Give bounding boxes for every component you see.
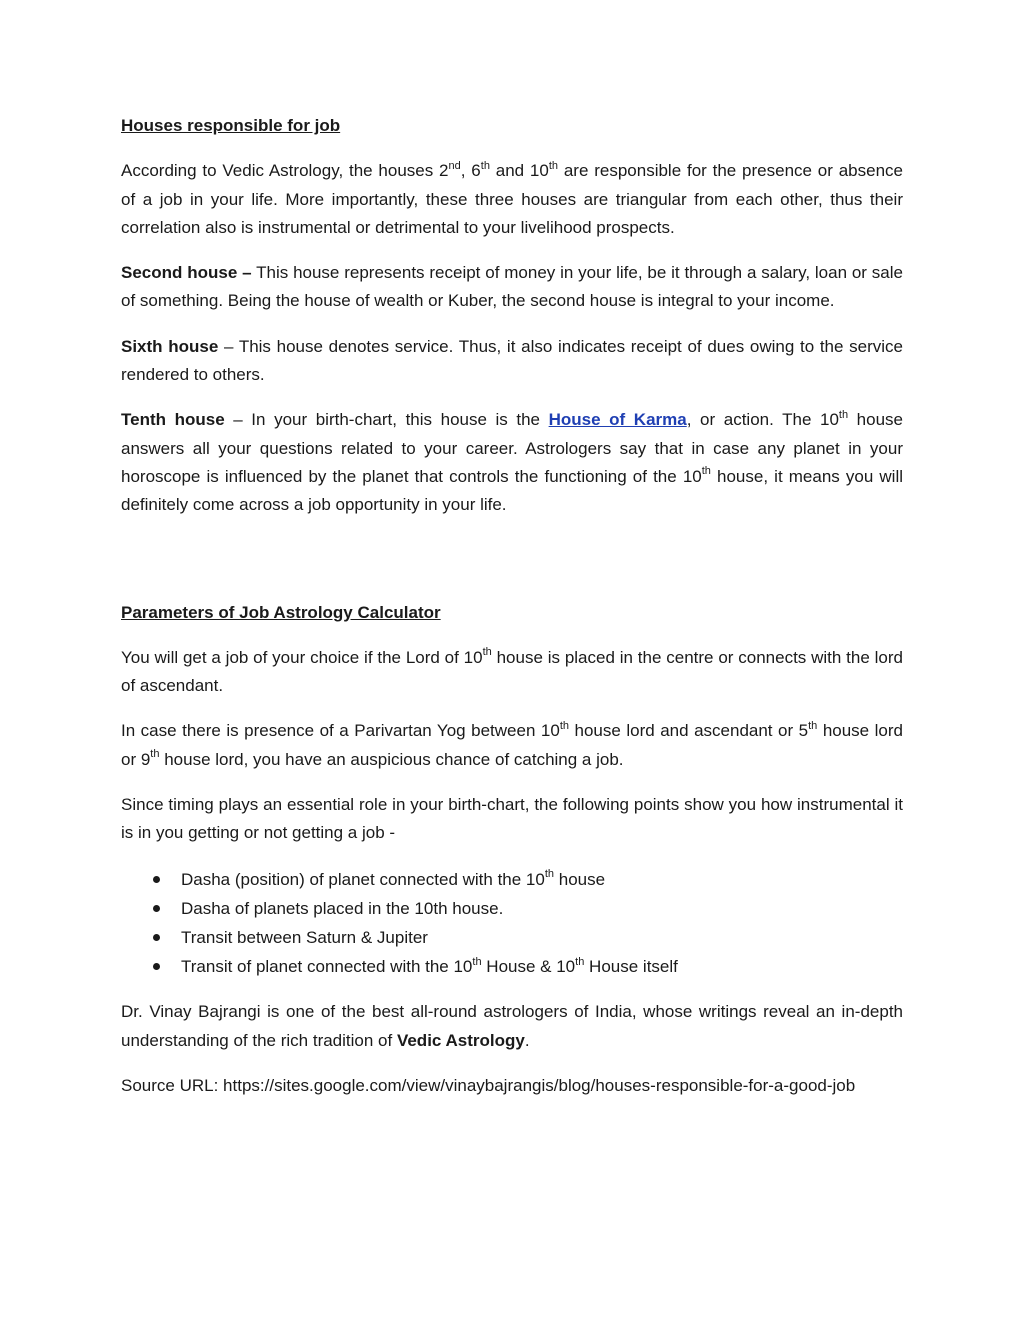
list-item <box>121 923 903 952</box>
closing-paragraph <box>121 998 903 1055</box>
superscript: nd <box>448 159 461 172</box>
bullet-1-text-1: Dasha (position) of planet connected with the 10 <box>181 869 545 889</box>
param1-text-2: house is placed in the centre or connects with the lord of ascendant. <box>121 647 903 696</box>
tenth-house-label: Tenth house <box>121 410 225 430</box>
document-body <box>121 112 903 1117</box>
bullet-2-text: Dasha of planets placed in the 10th house. <box>181 898 504 918</box>
house-of-karma-link[interactable]: House of Karma <box>548 410 687 430</box>
parameters-paragraph-1 <box>121 644 903 701</box>
param2-text-2: house lord and ascendant or 5 <box>569 721 809 741</box>
bullet-icon <box>153 934 160 941</box>
bullet-4-text-2: House & 10 <box>481 957 576 977</box>
list-item <box>121 952 903 981</box>
superscript: th <box>548 159 559 172</box>
closing-text-1: Dr. Vinay Bajrangi is one of the best all-round astrologers of India, whose writings reveal an in-depth understanding of the rich tradition of <box>121 1002 903 1050</box>
intro-text-3: and 10 <box>489 161 549 181</box>
source-url: Source URL: https://sites.google.com/view/vinaybajrangis/blog/houses-responsible-for-a-good-job <box>121 1076 856 1096</box>
sixth-house-text: – This house denotes service. Thus, it also indicates receipt of dues owing to the service rendered to others. <box>121 336 903 385</box>
bullet-1-text-2: house <box>554 869 606 889</box>
superscript: th <box>559 719 570 732</box>
superscript: th <box>701 465 711 478</box>
param2-text-3: house lord or 9 <box>121 721 903 769</box>
closing-text-2: . <box>524 1030 530 1050</box>
intro-text-1: According to Vedic Astrology, the houses 2 <box>121 161 449 181</box>
intro-paragraph <box>121 157 903 242</box>
superscript: th <box>575 955 585 968</box>
bullet-3-text: Transit between Saturn & Jupiter <box>181 928 428 948</box>
tenth-house-text-4: house, it means you will definitely come across a job opportunity in your life. <box>121 466 904 515</box>
sixth-house-label: Sixth house <box>121 336 219 356</box>
bullet-4-text-3: House itself <box>584 957 678 977</box>
intro-text-2: , 6 <box>460 161 481 181</box>
section-heading-parameters: Parameters of Job Astrology Calculator <box>121 602 441 622</box>
tenth-house-text-1: – In your birth-chart, this house is the <box>224 410 549 430</box>
superscript: th <box>472 955 482 968</box>
superscript: th <box>544 867 555 880</box>
param1-text-1: You will get a job of your choice if the Lord of 10 <box>121 647 483 667</box>
tenth-house-text-3: house answers all your questions related to your career. Astrologers say that in case any planet in your horoscope is influenced by the planet that controls the functioning of the 10 <box>121 410 904 486</box>
superscript: th <box>808 719 818 732</box>
list-item <box>121 865 903 894</box>
closing-bold: Vedic Astrology <box>396 1030 525 1050</box>
tenth-house-paragraph <box>121 406 903 519</box>
bullet-icon <box>153 963 160 970</box>
superscript: th <box>150 748 160 761</box>
superscript: th <box>838 408 849 421</box>
second-house-text: This house represents receipt of money in your life, be it through a salary, loan or sale of something. Being the house of wealth or Kuber, the second house is integral to your income. <box>121 263 903 311</box>
tenth-house-text-2: , or action. The 10 <box>686 410 839 430</box>
parameters-paragraph-2 <box>121 717 903 774</box>
superscript: th <box>480 159 490 172</box>
sixth-house-paragraph <box>121 333 903 390</box>
section-heading-houses: Houses responsible for job <box>121 116 341 135</box>
list-item <box>121 894 903 923</box>
param2-text-4: house lord, you have an auspicious chance of catching a job. <box>159 749 624 769</box>
bullet-icon <box>153 876 160 883</box>
second-house-paragraph <box>121 259 903 316</box>
param2-text-1: In case there is presence of a Parivartan Yog between 10 <box>121 721 560 741</box>
parameters-paragraph-3: Since timing plays an essential role in your birth-chart, the following points show you how instrumental it is in you getting or not getting a job - <box>121 795 903 843</box>
bullet-icon <box>153 905 160 912</box>
timing-bullet-list <box>121 865 903 982</box>
superscript: th <box>482 646 492 659</box>
bullet-4-text-1: Transit of planet connected with the 10 <box>181 957 473 977</box>
second-house-label: Second house – <box>121 263 252 283</box>
intro-text-4: are responsible for the presence or absence of a job in your life. More importantly, these three houses are triangular from each other, thus their correlation also is instrumental or detrimental to your livelihood prospects. <box>121 161 903 237</box>
section-spacer <box>121 537 903 599</box>
